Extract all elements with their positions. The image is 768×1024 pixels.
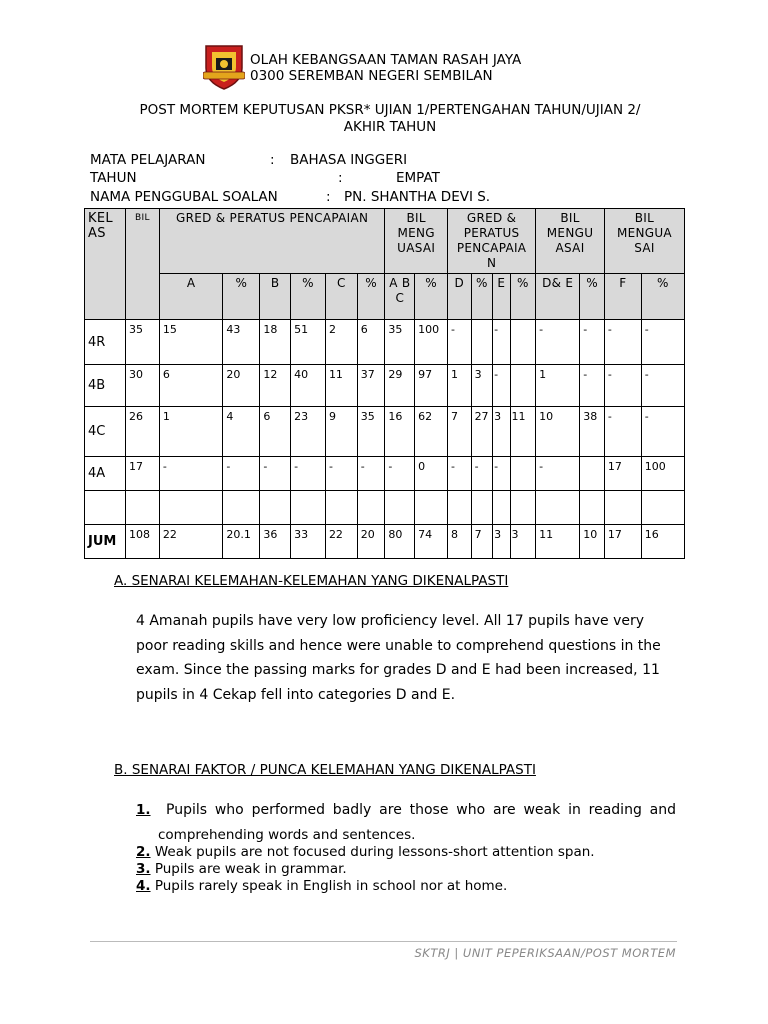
point-1-line-2: comprehending words and sentences. xyxy=(158,827,416,843)
table-cell: - xyxy=(536,457,580,491)
subheader-cell: B xyxy=(260,274,291,320)
table-cell: 9 xyxy=(325,407,357,457)
point-1-number xyxy=(136,802,151,819)
section-a-text: 4 Amanah pupils have very low proficiency level. All 17 pupils have very poor reading skills and hence were unable to comprehend questions in the exam. Since the passing marks for grades D and E had been increased, 11 pupils in 4 Cekap fell into categories D and E. xyxy=(136,613,661,703)
table-cell: 4 xyxy=(223,407,260,457)
table-cell: 3 xyxy=(471,365,493,407)
table-cell: 80 xyxy=(385,525,415,559)
table-cell: 11 xyxy=(536,525,580,559)
setter-sep: : xyxy=(326,189,331,205)
table-cell: - xyxy=(385,457,415,491)
point-number: 3. xyxy=(136,861,151,877)
table-cell xyxy=(510,457,536,491)
table-cell xyxy=(447,491,471,525)
table-cell: 10 xyxy=(536,407,580,457)
point-number: 1. xyxy=(136,802,151,818)
table-cell: 1 xyxy=(159,407,223,457)
title-line-2: AKHIR TAHUN xyxy=(343,119,437,135)
table-cell: 6 xyxy=(159,365,223,407)
table-cell: 22 xyxy=(325,525,357,559)
subheader-cell: % xyxy=(415,274,448,320)
table-cell: 20.1 xyxy=(223,525,260,559)
table-cell: 7 xyxy=(471,525,493,559)
table-subheader-row xyxy=(85,274,685,320)
table-row xyxy=(85,457,685,491)
bil-cell: 17 xyxy=(126,457,160,491)
table-cell: - xyxy=(493,320,510,365)
table-cell xyxy=(159,491,223,525)
subheader-cell: C xyxy=(325,274,357,320)
subject-label: MATA PELAJARAN xyxy=(90,152,206,168)
subheader-cell: D& E xyxy=(536,274,580,320)
table-cell: - xyxy=(641,365,684,407)
table-cell: 40 xyxy=(291,365,326,407)
table-row xyxy=(85,525,685,559)
kelas-cell: 4C xyxy=(85,407,126,457)
table-cell: 74 xyxy=(415,525,448,559)
point-number: 4. xyxy=(136,878,151,894)
bil-cell: 108 xyxy=(126,525,160,559)
table-cell: 7 xyxy=(447,407,471,457)
table-body xyxy=(85,320,685,559)
table-cell: 8 xyxy=(447,525,471,559)
table-cell: 33 xyxy=(291,525,326,559)
table-cell: 16 xyxy=(641,525,684,559)
table-cell xyxy=(415,491,448,525)
table-cell xyxy=(510,491,536,525)
table-cell: 2 xyxy=(325,320,357,365)
kelas-cell: JUM xyxy=(85,525,126,559)
table-cell: 23 xyxy=(291,407,326,457)
subheader-cell: % xyxy=(291,274,326,320)
table-cell: - xyxy=(604,320,641,365)
table-cell: 35 xyxy=(357,407,385,457)
table-cell: 43 xyxy=(223,320,260,365)
subject-value: BAHASA INGGERI xyxy=(290,152,408,168)
table-cell: 3 xyxy=(493,525,510,559)
table-cell: 20 xyxy=(223,365,260,407)
table-cell: 17 xyxy=(604,457,641,491)
subheader-cell: F xyxy=(604,274,641,320)
document-title xyxy=(70,102,710,136)
setter-value: PN. SHANTHA DEVI S. xyxy=(344,189,491,205)
table-cell xyxy=(223,491,260,525)
subheader-cell: A xyxy=(159,274,223,320)
table-cell: 11 xyxy=(510,407,536,457)
footer-divider xyxy=(90,941,677,942)
point-3 xyxy=(136,861,347,878)
point-text: Weak pupils are not focused during lessons-short attention span. xyxy=(154,844,595,860)
subheader-cell: A B C xyxy=(385,274,415,320)
table-row xyxy=(85,491,685,525)
table-cell: - xyxy=(604,407,641,457)
school-name: OLAH KEBANGSAAN TAMAN RASAH JAYA xyxy=(250,52,522,68)
table-cell: - xyxy=(493,457,510,491)
table-cell: 10 xyxy=(580,525,605,559)
table-cell: 100 xyxy=(641,457,684,491)
bil-cell: 35 xyxy=(126,320,160,365)
section-b-heading: B. SENARAI FAKTOR / PUNCA KELEMAHAN YANG DIKENALPASTI xyxy=(114,762,536,778)
title-line-1: POST MORTEM KEPUTUSAN PKSR* UJIAN 1/PERTENGAHAN TAHUN/UJIAN 2/ xyxy=(139,102,641,118)
col-gred-pencapaian-2: GRED & PERATUS PENCAPAIA N xyxy=(447,209,535,274)
table-cell xyxy=(493,491,510,525)
table-cell: - xyxy=(447,457,471,491)
table-cell xyxy=(580,457,605,491)
table-cell: 15 xyxy=(159,320,223,365)
school-crest-icon xyxy=(203,42,245,90)
table-cell: 17 xyxy=(604,525,641,559)
year-value: EMPAT xyxy=(396,170,440,186)
table-cell: 27 xyxy=(471,407,493,457)
kelas-cell xyxy=(85,491,126,525)
table-row xyxy=(85,320,685,365)
subheader-cell: D xyxy=(447,274,471,320)
table-cell: - xyxy=(604,365,641,407)
table-cell: 97 xyxy=(415,365,448,407)
kelas-cell: 4R xyxy=(85,320,126,365)
col-bil-menguasai: BIL MENG UASAI xyxy=(385,209,448,274)
table-cell: 6 xyxy=(260,407,291,457)
table-cell: - xyxy=(159,457,223,491)
point-number: 2. xyxy=(136,844,151,860)
col-gred-pencapaian: GRED & PERATUS PENCAPAIAN xyxy=(159,209,385,274)
table-cell: - xyxy=(447,320,471,365)
table-cell xyxy=(325,491,357,525)
table-cell: 18 xyxy=(260,320,291,365)
table-cell xyxy=(510,365,536,407)
subheader-cell: % xyxy=(641,274,684,320)
table-cell: - xyxy=(641,320,684,365)
point-4 xyxy=(136,878,507,895)
table-cell: - xyxy=(580,365,605,407)
table-cell: 1 xyxy=(447,365,471,407)
bil-cell: 26 xyxy=(126,407,160,457)
table-cell: 29 xyxy=(385,365,415,407)
footer-text: SKTRJ | UNIT PEPERIKSAAN/POST MORTEM xyxy=(414,946,676,960)
table-row xyxy=(85,407,685,457)
setter-label: NAMA PENGGUBAL SOALAN xyxy=(90,189,278,205)
section-a-heading: A. SENARAI KELEMAHAN-KELEMAHAN YANG DIKENALPASTI xyxy=(114,573,509,589)
table-cell: 20 xyxy=(357,525,385,559)
subheader-cell: % xyxy=(357,274,385,320)
table-cell xyxy=(291,491,326,525)
table-cell: 36 xyxy=(260,525,291,559)
table-cell: - xyxy=(325,457,357,491)
table-cell: 38 xyxy=(580,407,605,457)
school-address: 0300 SEREMBAN NEGERI SEMBILAN xyxy=(250,68,493,84)
table-cell: - xyxy=(357,457,385,491)
table-cell: 37 xyxy=(357,365,385,407)
col-kelas: KEL AS xyxy=(85,209,126,320)
point-text: Pupils are weak in grammar. xyxy=(154,861,347,877)
table-cell: 100 xyxy=(415,320,448,365)
subheader-cell: E xyxy=(493,274,510,320)
table-cell: 16 xyxy=(385,407,415,457)
table-cell: 22 xyxy=(159,525,223,559)
table-cell: 62 xyxy=(415,407,448,457)
year-label: TAHUN xyxy=(90,170,137,186)
bil-cell xyxy=(126,491,160,525)
subject-sep: : xyxy=(270,152,275,168)
col-bil-menguasai-2: BIL MENGU ASAI xyxy=(536,209,605,274)
subheader-cell: % xyxy=(223,274,260,320)
table-cell: 35 xyxy=(385,320,415,365)
subheader-cell: % xyxy=(471,274,493,320)
table-cell xyxy=(641,491,684,525)
table-cell: - xyxy=(291,457,326,491)
table-cell xyxy=(357,491,385,525)
table-cell: - xyxy=(471,457,493,491)
table-cell: 3 xyxy=(493,407,510,457)
table-cell xyxy=(471,491,493,525)
table-cell: 12 xyxy=(260,365,291,407)
table-cell: - xyxy=(493,365,510,407)
col-bil-menguasai-3: BIL MENGUA SAI xyxy=(604,209,684,274)
kelas-cell: 4B xyxy=(85,365,126,407)
point-2 xyxy=(136,844,595,861)
results-table xyxy=(84,208,685,559)
point-1-line-1: Pupils who performed badly are those who are weak in reading and xyxy=(166,802,676,818)
table-cell: - xyxy=(223,457,260,491)
table-cell: 1 xyxy=(536,365,580,407)
table-cell: 11 xyxy=(325,365,357,407)
point-text: Pupils rarely speak in English in school nor at home. xyxy=(154,878,508,894)
table-cell: 51 xyxy=(291,320,326,365)
table-cell: - xyxy=(260,457,291,491)
table-cell xyxy=(580,491,605,525)
table-cell xyxy=(471,320,493,365)
table-header-row xyxy=(85,209,685,274)
table-cell: 6 xyxy=(357,320,385,365)
table-cell xyxy=(260,491,291,525)
table-cell xyxy=(604,491,641,525)
col-bil: BIL xyxy=(126,209,160,320)
table-row xyxy=(85,365,685,407)
table-cell: 0 xyxy=(415,457,448,491)
table-cell xyxy=(385,491,415,525)
subheader-cell: % xyxy=(510,274,536,320)
bil-cell: 30 xyxy=(126,365,160,407)
table-cell: - xyxy=(641,407,684,457)
table-cell: - xyxy=(536,320,580,365)
kelas-cell: 4A xyxy=(85,457,126,491)
table-cell: - xyxy=(580,320,605,365)
year-sep: : xyxy=(338,170,343,186)
table-cell xyxy=(536,491,580,525)
table-cell xyxy=(510,320,536,365)
subheader-cell: % xyxy=(580,274,605,320)
table-cell: 3 xyxy=(510,525,536,559)
